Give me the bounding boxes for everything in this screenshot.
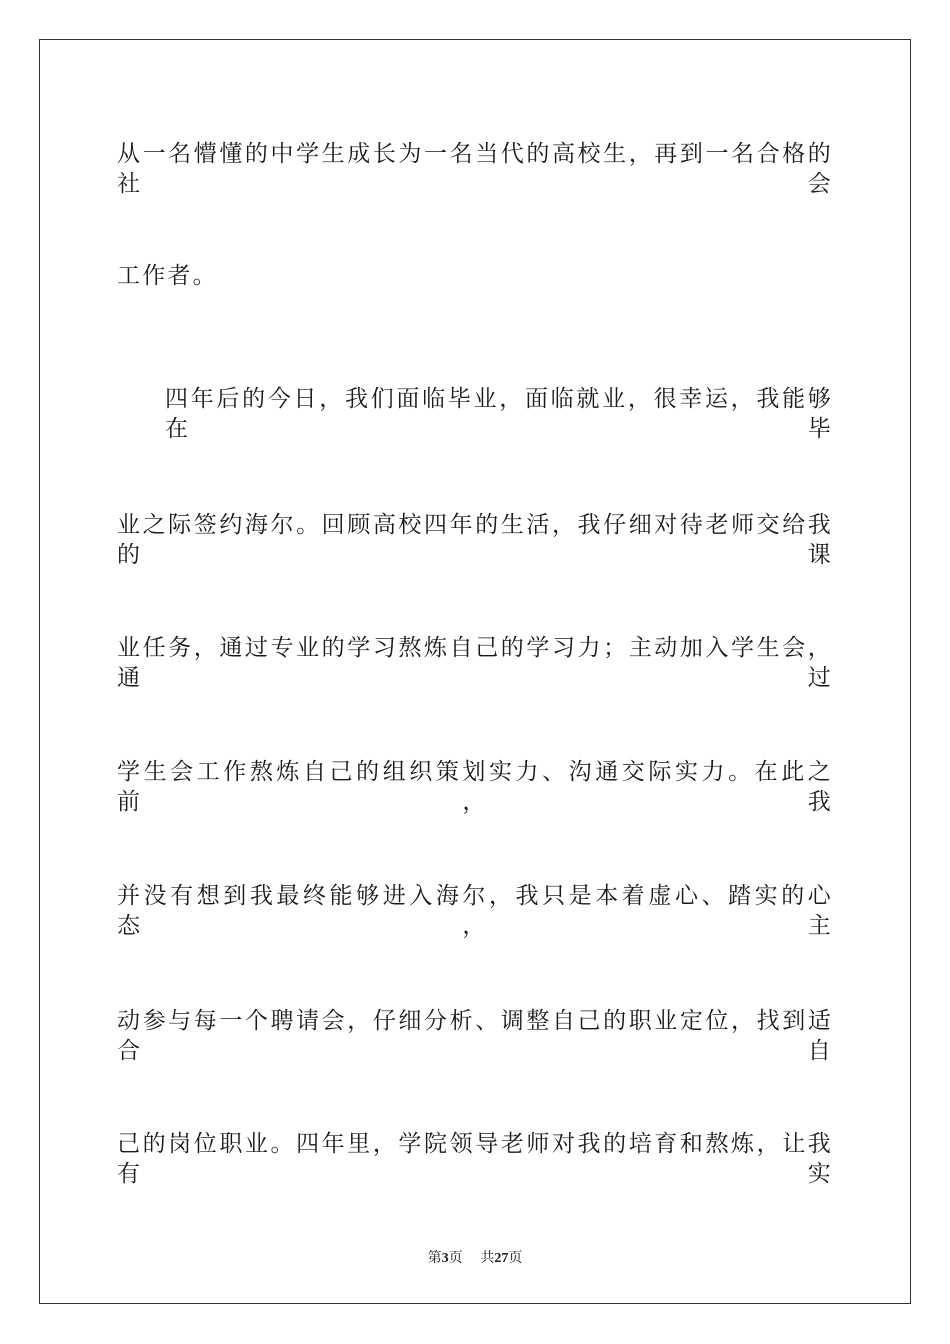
text-line-9: 己的岗位职业。四年里，学院领导老师对我的培育和熬炼，让我有实 — [117, 1131, 833, 1187]
text-line-3: 四年后的今日，我们面临毕业，面临就业，很幸运，我能够在毕 — [165, 386, 833, 442]
page-number: 3 — [441, 1251, 449, 1266]
page-prefix: 第 — [427, 1250, 442, 1266]
total-suffix: 页 — [508, 1250, 523, 1266]
page-suffix: 页 — [448, 1250, 463, 1266]
text-line-8: 动参与每一个聘请会，仔细分析、调整自己的职业定位，找到适合自 — [117, 1008, 833, 1064]
text-line-5: 业任务，通过专业的学习熬炼自己的学习力；主动加入学生会，通过 — [117, 635, 833, 691]
text-line-7: 并没有想到我最终能够进入海尔，我只是本着虚心、踏实的心态，主 — [117, 883, 833, 939]
page-footer — [0, 1249, 950, 1268]
text-line-1: 从一名懵懂的中学生成长为一名当代的高校生，再到一名合格的社会 — [117, 141, 833, 197]
text-line-4: 业之际签约海尔。回顾高校四年的生活，我仔细对待老师交给我的课 — [117, 512, 833, 568]
total-prefix: 共 — [480, 1250, 495, 1266]
text-line-2: 工作者。 — [117, 263, 218, 289]
text-line-6: 学生会工作熬炼自己的组织策划实力、沟通交际实力。在此之前，我 — [117, 759, 833, 815]
total-pages: 27 — [494, 1251, 509, 1266]
